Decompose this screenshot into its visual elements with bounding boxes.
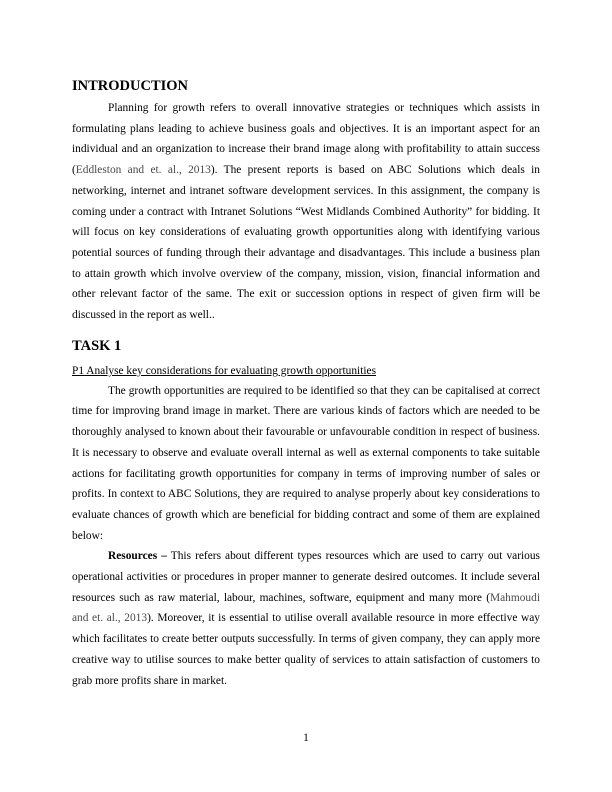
page-content xyxy=(72,76,540,691)
task1-paragraph-resources xyxy=(72,546,540,691)
introduction-heading: INTRODUCTION xyxy=(72,78,189,94)
task1-paragraph-growth: The growth opportunities are required to be identified so that they can be capitalised at correct time for improving brand image in market. There are various kinds of factors which are needed to be thoroughly analysed to known about their favourable or unfavourable condition in respect of business. It is necessary to observe and evaluate overall internal as well as external components to take suitable actions for facilitating growth opportunities for company in terms of improving number of sales or profits. In context to ABC Solutions, they are required to analyse properly about key considerations to evaluate chances of growth which are beneficial for bidding contract and some of them are explained below: xyxy=(72,384,540,542)
introduction-citation: Eddleston and et. al., 2013 xyxy=(75,164,211,177)
resources-text-a: This refers about different types resources which are used to carry out various operational activities or procedures in proper manner to generate desired outcomes. It include several resources such as raw material, labour, machines, software, equipment and many more ( xyxy=(72,550,540,604)
introduction-text-b: ). The present reports is based on ABC Solutions which deals in networking, internet and intranet software development services. In this assignment, the company is coming under a contract with Intranet Solutions “West Midlands Combined Authority” for bidding. It will focus on key considerations of evaluating growth opportunities along with identifying various potential sources of funding through their advantage and disadvantages. This include a business plan to attain growth which involve overview of the company, mission, vision, financial information and other relevant factor of the same. The exit or succession options in respect of given firm will be discussed in the report as well.. xyxy=(72,164,540,322)
task1-subheading: P1 Analyse key considerations for evaluating growth opportunities xyxy=(72,364,377,377)
task1-heading: TASK 1 xyxy=(72,337,122,354)
resources-text-b: ). Moreover, it is essential to utilise overall available resource in more effective way which facilitates to create better outputs successfully. In terms of given company, they can apply more creative way to utilise sources to make better quality of services to attain satisfaction of customers to grab more profits share in market. xyxy=(72,612,540,687)
introduction-text-a: Planning for growth refers to overall innovative strategies or techniques which assists in formulating plans leading to achieve business goals and objectives. It is an important aspect for an individual and an organization to increase their brand image along with profitability to attain success ( xyxy=(72,102,540,177)
page-number: 1 xyxy=(303,732,309,744)
resources-term: Resources – xyxy=(108,550,167,563)
introduction-paragraph xyxy=(72,98,540,326)
resources-citation: Mahmoudi and et. al., 2013 xyxy=(72,591,540,625)
